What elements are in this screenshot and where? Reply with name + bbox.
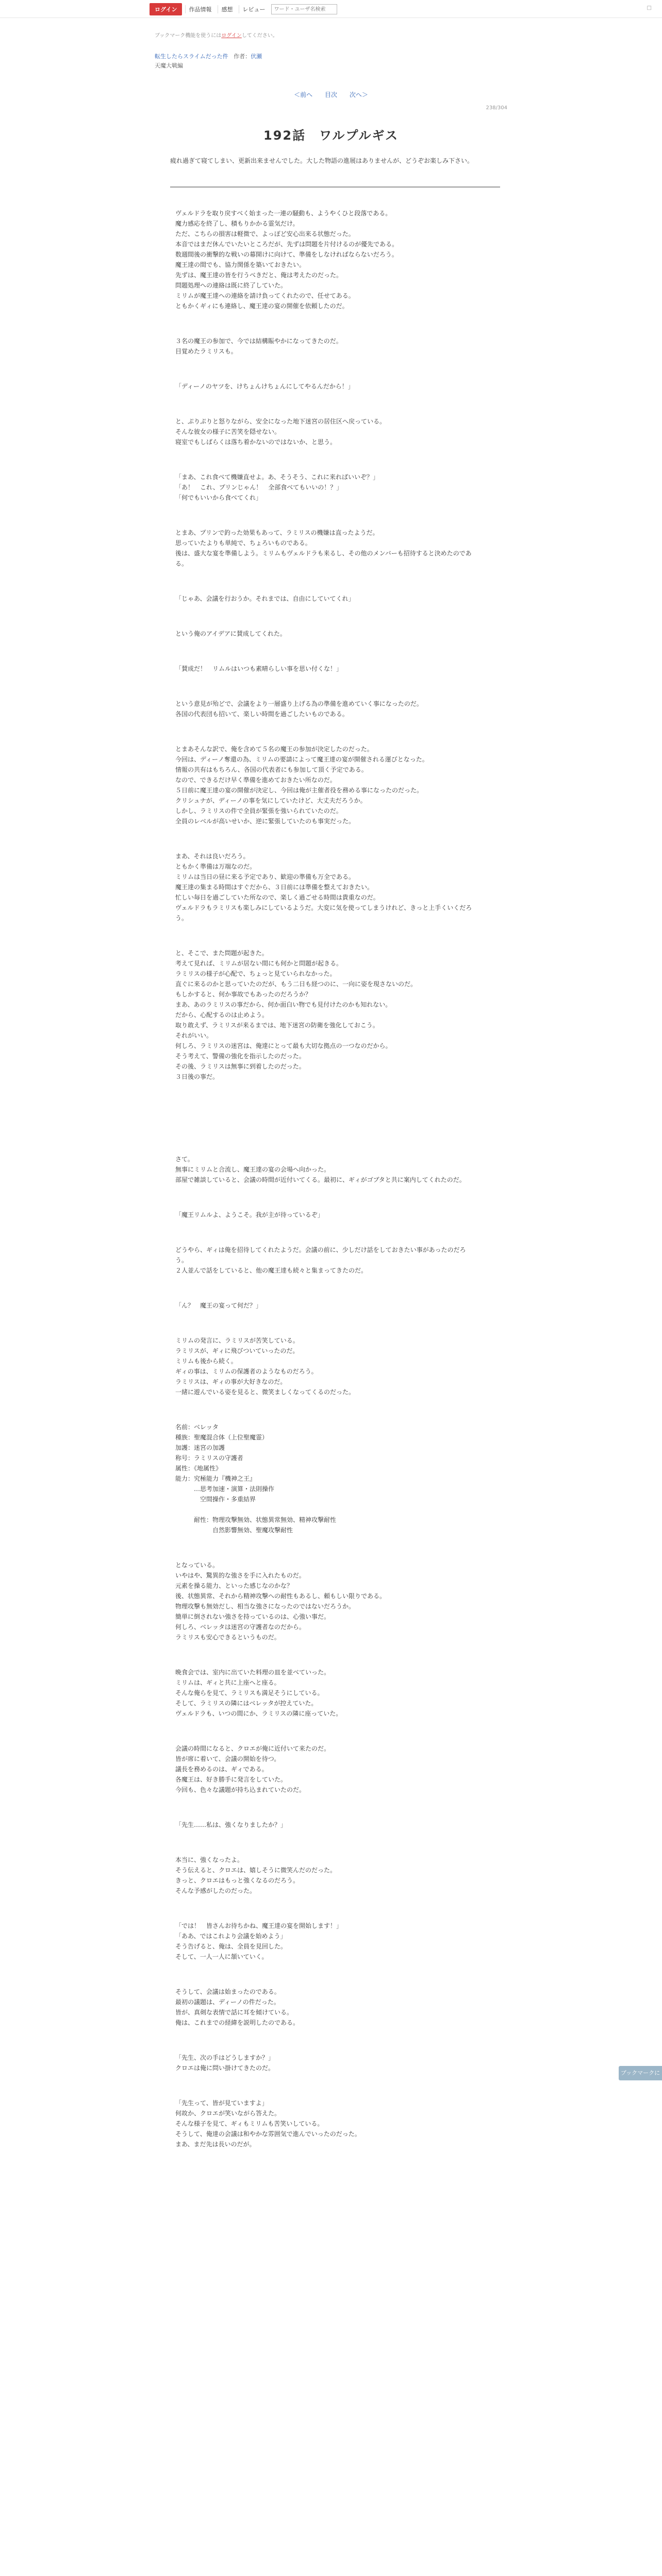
main-content [155, 31, 507, 2174]
body-paragraph: そうして、会議は始まったのである。 最初の議題は、ディーノの件だった。 皆が、真剣な表情で話に耳を傾けている。 俺は、これまでの経緯を説明したのである。 [175, 1988, 300, 2026]
body-paragraph: 名前：ベレッタ 種族：聖魔混合体（上位聖魔霊） 加護：迷宮の加護 称号：ラミリスの守護者 属性：《地属性》 能力：究極能力『機神之王』 …思考加速・演算・法則操作 空間操作・多重結界 耐性：物理攻撃無効、状態異常無効、精神攻撃耐性 自然影響無効、聖魔攻撃耐性 [175, 1423, 337, 1534]
series-info [155, 52, 507, 60]
body-paragraph: ミリムの発言に、ラミリスが苦笑している。 ラミリスが、ギィに飛びついていったのだ。 ミリムも後から続く。 ギィの事は、ミリムの保護者のようなものだろう。 ラミリスは、ギィの事が大好きなのだ。 一緒に遊んでいる姿を見ると、微笑ましくなってくるのだった。 [175, 1337, 355, 1396]
body-paragraph: 会議の時間になると、クロエが俺に近付いて来たのだ。 皆が席に着いて、会議の開始を待つ。 議長を務めるのは、ギィである。 各魔王は、好き勝手に発言をしていた。 今回も、色々な議題が持ち込まれていたのだ。 [175, 1745, 330, 1793]
menu-icon[interactable]: □ [647, 5, 652, 11]
body-paragraph: 「ん？ 魔王の宴って何だ？」 [175, 1302, 262, 1309]
chapter-preface: 疲れ過ぎて寝てしまい、更新出来ませんでした。大した物語の進展はありませんが、どうぞお楽しみ下さい。 [170, 156, 500, 188]
body-paragraph: どうやら、ギィは俺を招待してくれたようだ。会議の前に、少しだけ話をしておきたい事があったのだろう。 ２人並んで話をしていると、他の魔王達も続々と集まってきたのだ。 [175, 1246, 466, 1274]
login-button[interactable]: ログイン [150, 3, 182, 15]
header-inner [150, 3, 337, 15]
site-header [0, 0, 662, 18]
author-prefix: 作者： [234, 53, 251, 60]
body-paragraph: 「では！ 皆さんお待ちかね、魔王達の宴を開始します！」 「ああ、ではこれより会議を始めよう」 そう告げると、俺は、全員を見回した。 そして、一人一人に頷いていく。 [175, 1922, 343, 1960]
body-paragraph: ３名の魔王の参加で、今では結構賑やかになってきたのだ。 目覚めたラミリスも。 [175, 337, 342, 355]
body-paragraph: 「まあ、これ食べて機嫌直せよ。あ、そうそう、これに来ればいいぞ？」 「あ！ これ、プリンじゃん！ 全部食べてもいいの！？」 「何でもいいから食べてくれ」 [175, 473, 379, 501]
body-paragraph: という俺のアイデアに賛成してくれた。 [175, 630, 286, 637]
bookmark-side-tab[interactable]: ブックマークに追加 [619, 2066, 662, 2080]
notice-prefix: ブックマーク機能を使うには [155, 33, 222, 39]
body-paragraph: 「先生、次の手はどうしますか？」 クロエは俺に問い掛けてきたのだ。 [175, 2054, 275, 2072]
body-paragraph: 「先生……私は、強くなりましたか？」 [175, 1821, 287, 1828]
body-paragraph: まあ、それは良いだろう。 ともかく準備は万端なのだ。 ミリムは当日の昼に来る予定であり、歓迎の準備も万全である。 魔王達の集まる時間はすぐだから、３日前には準備を整えておきたい。 忙しい毎日を過ごしていた所なので、楽しく過ごせる時間は貴重なのだ。 ヴェルドラもラミリスも楽しみにしているようだ。大変に気を使ってしまうけれど、きっと上手くいくだろう。 [175, 853, 472, 922]
body-paragraph: と、ぷりぷりと怒りながら、安全になった地下迷宮の居住区へ戻っている。 そんな彼女の様子に苦笑を隠せない。 寝室でもしばらくは落ち着かないのではないか、と思う。 [175, 418, 386, 446]
nav-item-impressions[interactable]: 感想 [218, 5, 236, 13]
body-paragraph: とまあそんな訳で、俺を含めて５名の魔王の参加が決定したのだった。 今回は、ディーノ奪還の為、ミリムの要請によって魔王達の宴が開催される運びとなった。 情報の共有はもちろん、各国の代表者にも参加して頂く予定である。 なので、できるだけ早く準備を進めておきたい所なのだ。 ５日前に魔王達の宴の開催が決定し、今回は俺が主催者役を務める事になったのだった。 クリシュナが、ディーノの事を気にしていたけど、大丈夫だろうか。 しかし、ラミリスの件で全員が緊張を強いられていたのだ。 全員のレベルが高いせいか、逆に緊張していたのも事実だった。 [175, 745, 428, 825]
page-number: 238/304 [486, 105, 507, 111]
body-paragraph: 「先生って、皆が見ていますよ」 何故か、クロエが笑いながら答えた。 そんな様子を見て、ギィもミリムも苦笑いしている。 そうして、俺達の会議は和やかな雰囲気で進んでいったのだった。 まあ、まだ先は長いのだが。 [175, 2099, 361, 2148]
body-paragraph: 「賛成だ！ リムルはいつも素晴らしい事を思い付くな！」 [175, 665, 343, 672]
body-paragraph: 「魔王リムルよ、ようこそ。我が主が待っているぞ」 [175, 1211, 324, 1218]
search-input[interactable] [271, 4, 337, 14]
chapter-title: 192話 ワルプルギス [263, 128, 399, 143]
series-subtitle: 天魔大戦編 [155, 62, 183, 69]
body-paragraph: ヴェルドラを取り戻すべく始まった一連の騒動も、ようやくひと段落である。 魔力感応を終了し、積もりかかる霊気だけ。 ただ、こちらの損害は軽微で、よっぽど安心出来る状態だった。 本音ではまだ休んでいたいところだが、先ずは問題を片付けるのが優先である。 数週間後の衝撃的な戦いの幕開けに向けて、準備をしなければならないだろう。 魔王達の間でも、協力関係を築いておきたい。 先ずは、魔王達の皆を行うべきだと、俺は考えたのだった。 問題処理への連絡は既に終了していた。 ミリムが魔王達への連絡を請け負ってくれたので、任せてある。 ともかくギィにも連絡し、魔王達の宴の開催を依頼したのだ。 [175, 210, 399, 310]
author-line [230, 53, 262, 60]
body-paragraph: とまあ、プリンで釣った効果もあって、ラミリスの機嫌は直ったようだ。 思っていたよりも単純で、ちょろいものである。 後は、盛大な宴を準備しよう。ミリムもヴェルドラも来るし、その他のメンバーも招待すると決めたのである。 [175, 529, 472, 567]
body-paragraph: という意見が殆どで、会議をより一層盛り上げる為の準備を進めていく事になったのだ。 各国の代表団も招いて、楽しい時間を過ごしたいものである。 [175, 700, 423, 718]
chapter-pager [155, 90, 507, 99]
series-title-link[interactable]: 転生したらスライムだった件 [155, 53, 228, 60]
prev-chapter-link[interactable]: ＜前へ [294, 91, 313, 98]
notice-login-link[interactable]: ログイン [221, 33, 242, 39]
nav-item-reviews[interactable]: レビュー [239, 5, 268, 13]
body-paragraph: 本当に、強くなったよ。 そう伝えると、クロエは、嬉しそうに微笑んだのだった。 きっと、クロエはもっと強くなるのだろう。 そんな予感がしたのだった。 [175, 1856, 337, 1894]
nav-item-novel-info[interactable]: 作品情報 [185, 5, 214, 13]
body-paragraph: 「じゃあ、会議を行おうか。それまでは、自由にしていてくれ」 [175, 595, 355, 602]
body-paragraph: 「ディーノのヤツを、けちょんけちょんにしてやるんだから！」 [175, 383, 354, 390]
body-paragraph: と、そこで、また問題が起きた。 考えて見れば、ミリムが居ない間にも何かと問題が起きる。 ラミリスの様子が心配で、ちょっと見ていられなかった。 直ぐに来るのかと思っていたのだが、もう二日も経つのに、一向に姿を現さないのだ。 もしかすると、何か事故でもあったのだろうか？ まあ、あのラミリスの事だから、何か面白い物でも見付けたのかも知れない。 だから、心配するのは止めよう。 取り敢えず、ラミリスが来るまでは、地下迷宮の防衛を強化しておこう。 それがいい。 何しろ、ラミリスの迷宮は、俺達にとって最も大切な拠点の一つなのだから。 そう考えて、警備の強化を指示したのだった。 その後、ラミリスは無事に到着したのだった。 ３日後の事だ。 [175, 950, 417, 1080]
body-paragraph: となっている。 いやはや、驚異的な強さを手に入れたものだ。 元素を操る能力、といった感じなのかな？ 後、状態異常、それから精神攻撃への耐性もあるし、頼もしい限りである。 物理攻撃も無効だし、相当な強さになったのではないだろうか。 簡単に倒されない強さを持っているのは、心強い事だ。 何しろ、ベレッタは迷宮の守護者なのだから。 ラミリスも安心できるというものだ。 [175, 1562, 386, 1641]
chapter-body [175, 208, 474, 2149]
toc-link[interactable]: 目次 [324, 91, 337, 98]
body-paragraph: さて。 無事にミリムと合流し、魔王達の宴の会場へ向かった。 部屋で雑談していると、会議の時間が近付いてくる。最初に、ギィがゴブタと共に案内してくれたのだ。 [175, 1156, 466, 1183]
next-chapter-link[interactable]: 次へ＞ [349, 91, 368, 98]
bookmark-notice [155, 31, 507, 39]
notice-suffix: してください。 [241, 33, 278, 39]
author-link[interactable]: 伏瀬 [251, 53, 262, 60]
body-paragraph: 晩食会では、室内に出ていた料理の皿を並べていった。 ミリムは、ギィと共に上座へと座る。 そんな俺らを見て、ラミリスも満足そうにしている。 そして、ラミリスの隣にはベレッタが控えていた。 ヴェルドラも、いつの間にか、ラミリスの隣に座っていた。 [175, 1669, 342, 1717]
